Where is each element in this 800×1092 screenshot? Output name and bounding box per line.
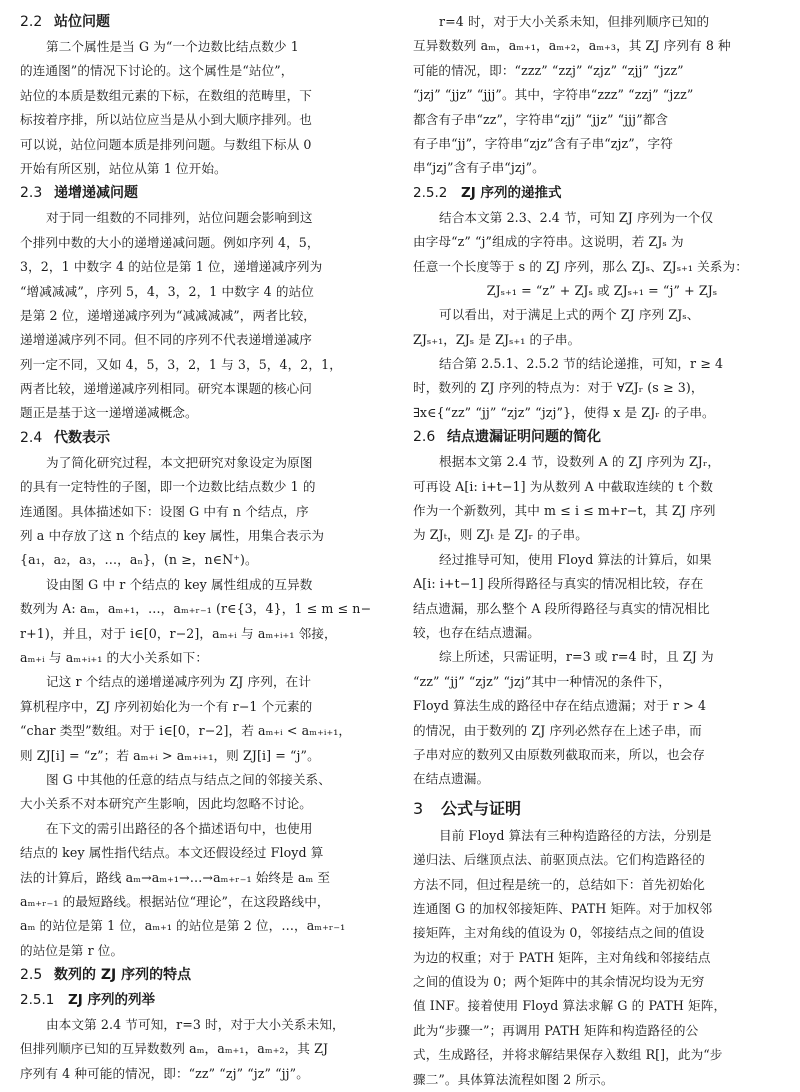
paragraph-line: 结合第 2.5.1、2.5.2 节的结论递推，可知，r ≥ 4: [439, 356, 724, 372]
right-column: [413, 10, 791, 1092]
paragraph-line: 3，2，1 中数字 4 的站位是第 1 位，递增递减序列为: [20, 259, 323, 275]
paragraph-line: 作为一个新数列，其中 m ≤ i ≤ m+r−t，其 ZJ 序列: [413, 503, 716, 519]
paragraph-line: 递增递减序列不同。但不同的序列不代表递增递减序: [20, 332, 312, 348]
section-title: 代数表示: [54, 429, 110, 446]
equation: ZJₛ₊₁ = “z” + ZJₛ 或 ZJₛ₊₁ = “j” + ZJₛ: [486, 282, 718, 298]
paragraph-line: aₘ₊ᵣ₋₁ 的最短路线。根据站位“理论”，在这段路线中，: [20, 893, 330, 909]
paragraph-line: 式，生成路径，并将求解结果保存入数组 R[]，此为“步: [413, 1047, 723, 1063]
paragraph-line: 可能的情况，即：“zzz” “zzj” “zjz” “zjj” “jzz”: [413, 62, 684, 78]
paragraph-line: r+1)，并且，对于 i∈[0，r−2]，aₘ₊ᵢ 与 aₘ₊ᵢ₊₁ 邻接，: [20, 625, 337, 641]
paragraph-line: 连通图。具体描述如下：设图 G 中有 n 个结点，序: [20, 503, 309, 519]
section-title: 数列的 ZJ 序列的特点: [54, 967, 192, 984]
section-title: ZJ 序列的递推式: [461, 184, 562, 201]
section-number: 2.4: [20, 429, 43, 446]
section-heading-2-2: [20, 10, 398, 35]
section-number: 2.3: [20, 185, 43, 202]
paragraph-line: 都含有子串“zz”，字符串“zjj” “jjz” “jjj”都含: [413, 111, 669, 127]
paragraph-line: 为了简化研究过程，本文把研究对象设定为原图: [46, 454, 313, 470]
paragraph-line: 子串对应的数列又由原数列截取而来，所以，也会存: [413, 746, 705, 762]
paragraph-line: 经过推导可知，使用 Floyd 算法的计算后，如果: [439, 551, 712, 567]
paragraph-line: 接矩阵，主对角线的值设为 0，邻接结点之间的值设: [413, 925, 705, 941]
paragraph-line: 综上所述，只需证明，r=3 或 r=4 时，且 ZJ 为: [439, 649, 714, 665]
paragraph-line: 法的计算后，路线 aₘ→aₘ₊₁→…→aₘ₊ᵣ₋₁ 始终是 aₘ 至: [20, 869, 331, 885]
paragraph-line: 站位的本质是数组元素的下标，在数组的范畴里，下: [20, 87, 312, 103]
section-heading-2-5-2: [413, 181, 791, 206]
paragraph-line: 在下文的需引出路径的各个描述语句中，也使用: [46, 820, 313, 836]
paragraph-line: 为 ZJₜ，则 ZJₜ 是 ZJᵣ 的子串。: [413, 527, 588, 543]
paragraph-line: 此为“步骤一”；再调用 PATH 矩阵和构造路径的公: [413, 1022, 699, 1038]
paragraph-line: ∃x∈{“zz” “jj” “zjz” “jzj”}，使得 x 是 ZJᵣ 的子串。: [413, 404, 715, 420]
section-number: 2.6: [413, 429, 436, 446]
section-heading-2-5: [20, 963, 398, 988]
paragraph-line: “增减减减”，序列 5，4，3，2，1 中数字 4 的站位: [20, 283, 314, 299]
paragraph-line: 题正是基于这一递增递减概念。: [20, 405, 198, 421]
paragraph-line: 根据本文第 2.4 节，设数列 A 的 ZJ 序列为 ZJᵣ，: [439, 454, 721, 470]
paragraph-line: 的站位是第 r 位。: [20, 942, 124, 958]
paragraph-line: aₘ₊ᵢ 与 aₘ₊ᵢ₊₁ 的大小关系如下：: [20, 649, 209, 665]
section-heading-2-6: [413, 425, 791, 450]
paragraph-line: 连通图 G 的加权邻接矩阵、PATH 矩阵。对于加权邻: [413, 900, 713, 916]
paragraph-line: 目前 Floyd 算法有三种构造路径的方法，分别是: [439, 827, 712, 843]
section-heading-2-5-1: [20, 988, 398, 1013]
paragraph-line: 序列有 4 种可能的情况，即：“zz” “zj” “jz” “jj”。: [20, 1065, 309, 1081]
paragraph-line: Floyd 算法生成的路径中存在结点遗漏；对于 r > 4: [413, 698, 707, 714]
paragraph-line: 骤二”。具体算法流程如图 2 所示。: [413, 1071, 614, 1087]
section-heading-2-3: [20, 181, 398, 206]
paragraph-line: 的情况，由于数列的 ZJ 序列必然存在上述子串，而: [413, 722, 702, 738]
paragraph-line: 在结点遗漏。: [413, 771, 490, 787]
paragraph-line: aₘ 的站位是第 1 位，aₘ₊₁ 的站位是第 2 位，…，aₘ₊ᵣ₋₁: [20, 918, 346, 934]
paragraph-line: 算机程序中，ZJ 序列初始化为一个有 r−1 个元素的: [20, 698, 313, 714]
section-title: 站位问题: [54, 14, 110, 30]
paragraph-line: 标按着序排，所以站位应当是从小到大顺序排列。也: [20, 112, 312, 128]
paragraph-line: 个排列中数的大小的递增递减问题。例如序列 4，5，: [20, 234, 320, 250]
paragraph-line: “jzj” “jjz” “jjj”。其中，字符串“zzz” “zzj” “jzz”: [413, 87, 694, 103]
paragraph-line: 结点的 key 属性指代结点。本文还假设经过 Floyd 算: [20, 845, 324, 861]
paragraph-line: 列一定不同，又如 4，5，3，2，1 与 3，5，4，2，1，: [20, 356, 342, 372]
paragraph-line: r=4 时，对于大小关系未知，但排列顺序已知的: [439, 14, 710, 29]
paragraph-line: {a₁，a₂，a₃，…，aₙ}，(n ≥，n∈N⁺)。: [20, 552, 258, 568]
paragraph-line: 结点遗漏，那么整个 A 段所得路径与真实的情况相比: [413, 600, 710, 616]
section-number: 2.5.1: [20, 992, 55, 1009]
paragraph-line: 方法不同，但过程是统一的，总结如下：首先初始化: [413, 876, 705, 892]
paragraph-line: 可以说，站位问题本质是排列问题。与数组下标从 0: [20, 136, 312, 152]
paragraph-line: 可以看出，对于满足上式的两个 ZJ 序列 ZJₛ、: [439, 307, 700, 323]
paragraph-line: 开始有所区别，站位从第 1 位开始。: [20, 160, 227, 176]
section-title: 公式与证明: [441, 798, 522, 818]
paragraph-line: 设由图 G 中 r 个结点的 key 属性组成的互异数: [46, 576, 313, 592]
section-number: 2.2: [20, 14, 43, 30]
paragraph-line: 较，也存在结点遗漏。: [413, 624, 540, 640]
paragraph-line: 互异数数列 aₘ，aₘ₊₁，aₘ₊₂，aₘ₊₃，其 ZJ 序列有 8 种: [413, 38, 731, 54]
paragraph-line: 由本文第 2.4 节可知，r=3 时，对于大小关系未知，: [46, 1017, 345, 1033]
section-heading-3: [413, 794, 791, 824]
paragraph-line: 之间的值设为 0；两个矩阵中的其余情况均设为无穷: [413, 974, 705, 990]
paragraph-line: 但排列顺序已知的互异数数列 aₘ，aₘ₊₁，aₘ₊₂，其 ZJ: [20, 1041, 329, 1057]
paragraph-line: 可再设 A[i: i+t−1] 为从数列 A 中截取连续的 t 个数: [413, 478, 713, 494]
paragraph-line: 的连通图”的情况下讨论的。这个属性是“站位”，: [20, 63, 294, 79]
paragraph-line: 是第 2 位，递增递减序列为“减减减减”，两者比较，: [20, 307, 316, 323]
paragraph-line: 第二个属性是当 G 为“一个边数比结点数少 1: [46, 39, 299, 54]
section-title: 结点遗漏证明问题的简化: [447, 429, 601, 446]
paragraph-line: 则 ZJ[i] = “z”；若 aₘ₊ᵢ > aₘ₊ᵢ₊₁，则 ZJ[i] = “j”。: [20, 747, 320, 763]
paragraph-line: 串“jzj”含有子串“jzj”。: [413, 160, 545, 176]
paragraph-line: 时，数列的 ZJ 序列的特点为：对于 ∀ZJᵣ (s ≥ 3)，: [413, 380, 704, 396]
paragraph-line: 两者比较，递增递减序列相同。研究本课题的核心问: [20, 381, 312, 397]
paragraph-line: A[i: i+t−1] 段所得路径与真实的情况相比较，存在: [413, 576, 704, 592]
paragraph-line: 结合本文第 2.3、2.4 节，可知 ZJ 序列为一个仅: [439, 209, 714, 225]
paragraph-line: 记这 r 个结点的递增递减序列为 ZJ 序列，在计: [46, 674, 312, 690]
paragraph-line: 任意一个长度等于 s 的 ZJ 序列，那么 ZJₛ、ZJₛ₊₁ 关系为：: [413, 258, 748, 274]
paragraph-line: 为边的权重；对于 PATH 矩阵，主对角线和邻接结点: [413, 949, 711, 965]
left-column: [20, 10, 398, 1086]
paragraph-line: 大小关系不对本研究产生影响，因此均忽略不讨论。: [20, 796, 312, 812]
paragraph-line: “zz” “jj” “zjz” “jzj”其中一种情况的条件下，: [413, 673, 671, 689]
paragraph-line: 列 a 中存放了这 n 个结点的 key 属性，用集合表示为: [20, 528, 325, 544]
section-number: 2.5.2: [413, 184, 448, 201]
paragraph-line: 对于同一组数的不同排列，站位问题会影响到这: [46, 210, 313, 226]
paragraph-line: 有子串“jj”，字符串“zjz”含有子串“zjz”，字符: [413, 135, 673, 151]
section-number: 3: [413, 798, 424, 818]
paragraph-line: 值 INF。接着使用 Floyd 算法求解 G 的 PATH 矩阵，: [413, 998, 727, 1014]
paragraph-line: 数列为 A: aₘ，aₘ₊₁，…，aₘ₊ᵣ₋₁ (r∈{3，4}，1 ≤ m ≤ n−: [20, 601, 372, 617]
paragraph-line: “char 类型”数组。对于 i∈[0，r−2]，若 aₘ₊ᵢ < aₘ₊ᵢ₊₁，: [20, 723, 352, 739]
section-title: 递增递减问题: [54, 185, 138, 202]
paragraph-line: 递归法、后继顶点法、前驱顶点法。它们构造路径的: [413, 852, 705, 868]
section-title: ZJ 序列的列举: [68, 992, 156, 1009]
paragraph-line: 由字母“z” “j”组成的字符串。这说明，若 ZJₛ 为: [413, 234, 684, 250]
paragraph-line: 图 G 中其他的任意的结点与结点之间的邻接关系、: [46, 771, 331, 787]
paragraph-line: ZJₛ₊₁，ZJₛ 是 ZJₛ₊₁ 的子串。: [413, 331, 581, 347]
paragraph-line: 的具有一定特性的子图，即一个边数比结点数少 1 的: [20, 479, 316, 495]
section-heading-2-4: [20, 426, 398, 451]
section-number: 2.5: [20, 967, 43, 984]
